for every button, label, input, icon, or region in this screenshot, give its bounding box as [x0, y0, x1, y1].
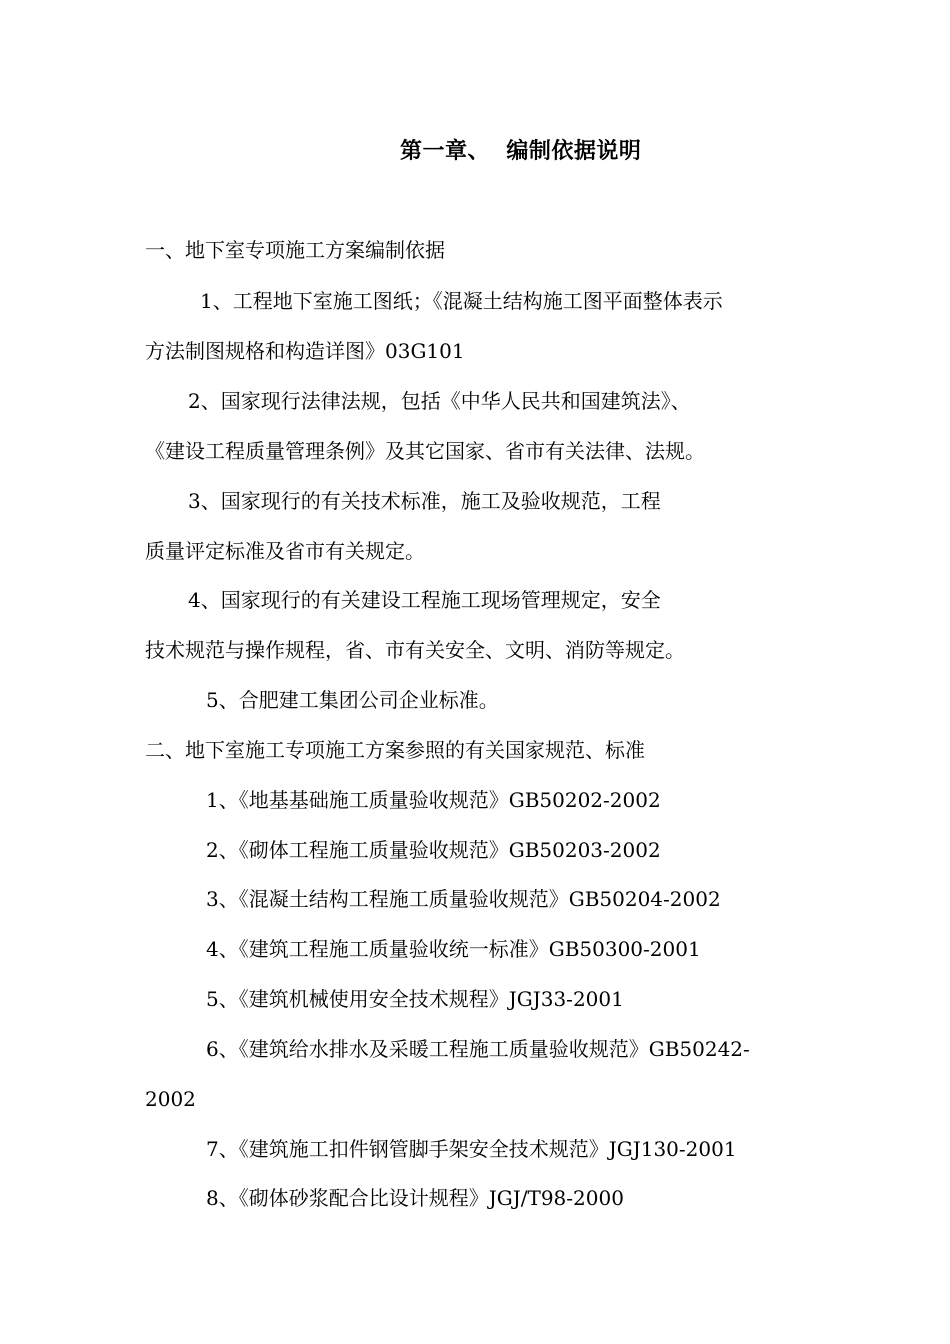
- list-item-continuation: 技术规范与操作规程，省、市有关安全、文明、消防等规定。: [145, 638, 685, 662]
- list-item-text: 2、《砌体工程施工质量验收规范》GB50203-2002: [206, 838, 661, 862]
- list-item-text: 3、国家现行的有关技术标准，施工及验收规范，工程: [188, 489, 661, 513]
- list-item-text: 1、工程地下室施工图纸；《混凝土结构施工图平面整体表示: [200, 289, 723, 313]
- section-heading: 一、地下室专项施工方案编制依据: [145, 238, 445, 262]
- list-item-text: 4、国家现行的有关建设工程施工现场管理规定，安全: [188, 588, 661, 612]
- list-item-text: 7、《建筑施工扣件钢管脚手架安全技术规范》JGJ130-2001: [206, 1137, 737, 1161]
- list-item-continuation: 《建设工程质量管理条例》及其它国家、省市有关法律、法规。: [145, 439, 705, 463]
- section-heading: 二、地下室施工专项施工方案参照的有关国家规范、标准: [145, 738, 645, 762]
- list-item-text: 4、《建筑工程施工质量验收统一标准》GB50300-2001: [206, 937, 701, 961]
- list-item-text: 3、《混凝土结构工程施工质量验收规范》GB50204-2002: [206, 887, 721, 911]
- list-item-text: 8、《砌体砂浆配合比设计规程》JGJ/T98-2000: [206, 1186, 624, 1210]
- list-item-text: 2、国家现行法律法规，包括《中华人民共和国建筑法》、: [188, 389, 691, 413]
- list-item-text: 5、《建筑机械使用安全技术规程》JGJ33-2001: [206, 987, 624, 1011]
- list-item-text: 1、《地基基础施工质量验收规范》GB50202-2002: [206, 788, 661, 812]
- list-item-continuation: 2002: [145, 1087, 196, 1111]
- list-item-continuation: 方法制图规格和构造详图》03G101: [145, 339, 465, 363]
- list-item-text: 5、合肥建工集团公司企业标准。: [206, 688, 499, 712]
- list-item-continuation: 质量评定标准及省市有关规定。: [145, 539, 425, 563]
- list-item-text: 6、《建筑给水排水及采暖工程施工质量验收规范》GB50242-: [206, 1037, 750, 1061]
- chapter-title: 第一章、 编制依据说明: [400, 138, 642, 164]
